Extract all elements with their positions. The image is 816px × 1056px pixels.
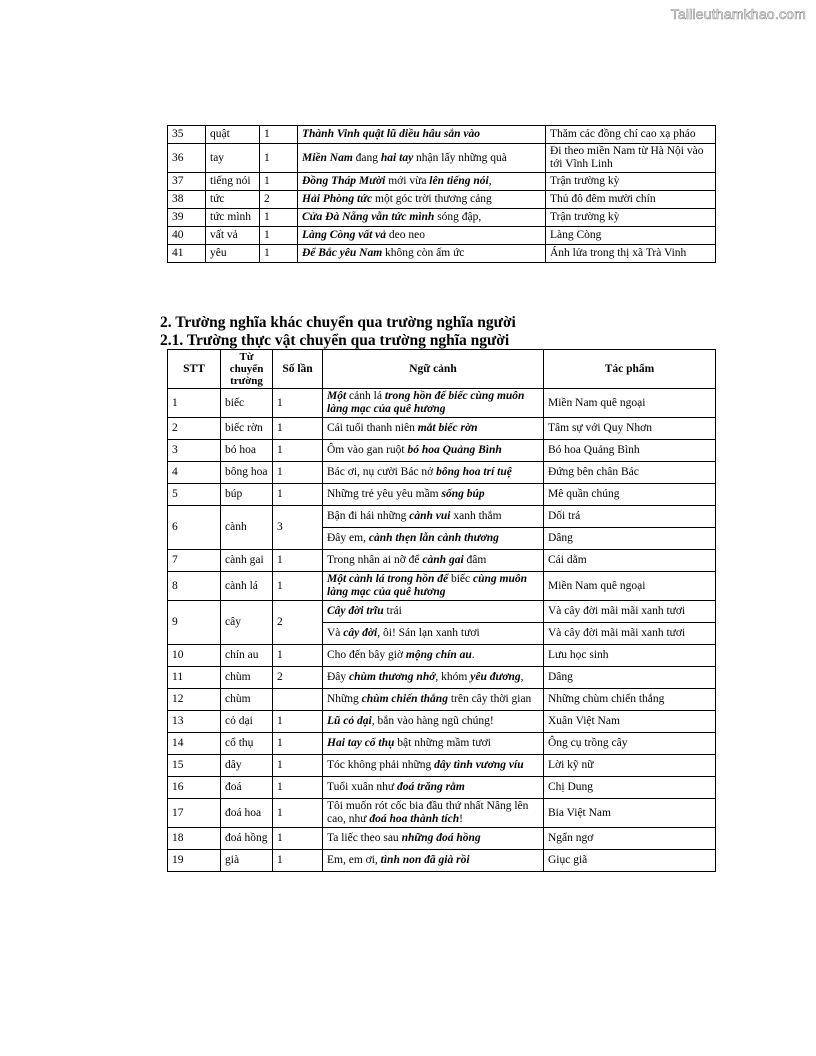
table-row bbox=[168, 462, 716, 484]
stt-cell: 37 bbox=[168, 173, 206, 191]
count-cell: 1 bbox=[273, 850, 323, 872]
stt-cell: 11 bbox=[168, 667, 221, 689]
emphasis-phrase: sống búp bbox=[441, 488, 485, 500]
stt-cell: 18 bbox=[168, 828, 221, 850]
context-cell: Những chùm chiến thắng trên cây thời gian bbox=[323, 689, 544, 711]
stt-cell: 16 bbox=[168, 777, 221, 799]
word-cell: vất vả bbox=[206, 227, 260, 245]
table-row bbox=[168, 126, 716, 144]
word-cell: tay bbox=[206, 144, 260, 173]
stt-cell: 6 bbox=[168, 506, 221, 550]
emphasis-phrase: yêu đương bbox=[470, 671, 521, 683]
context-cell: Tôi muốn rót cốc bia đầu thứ nhất Nâng lên cao, như đoá hoa thành tích! bbox=[323, 799, 544, 828]
context-cell bbox=[298, 126, 546, 144]
work-cell: Đứng bên chân Bác bbox=[544, 462, 716, 484]
work-cell: Ngẩn ngơ bbox=[544, 828, 716, 850]
count-cell: 1 bbox=[273, 462, 323, 484]
emphasis-phrase: Hải Phòng tức bbox=[302, 193, 373, 205]
stt-cell: 19 bbox=[168, 850, 221, 872]
table-row bbox=[168, 689, 716, 711]
table-row bbox=[168, 572, 716, 601]
count-cell: 1 bbox=[273, 799, 323, 828]
emphasis-phrase: chùm chiến thắng bbox=[361, 693, 448, 705]
work-cell: Trận trường kỳ bbox=[546, 209, 716, 227]
stt-cell: 35 bbox=[168, 126, 206, 144]
word-cell: già bbox=[221, 850, 273, 872]
work-cell: Làng Còng bbox=[546, 227, 716, 245]
context-cell: Đồng Tháp Mười mới vừa lên tiếng nói, bbox=[298, 173, 546, 191]
context-cell: Tuổi xuân như đoá trăng rằm bbox=[323, 777, 544, 799]
context-cell: Bận đi hái những cành vui xanh thắm bbox=[323, 506, 544, 528]
table-row bbox=[168, 550, 716, 572]
word-cell: tức bbox=[206, 191, 260, 209]
word-cell: cỏ dại bbox=[221, 711, 273, 733]
word-cell: cổ thụ bbox=[221, 733, 273, 755]
emphasis-phrase: mộng chín au bbox=[405, 649, 472, 661]
work-cell: Thủ đô đêm mười chín bbox=[546, 191, 716, 209]
count-cell: 1 bbox=[273, 828, 323, 850]
context-cell: Để Bắc yêu Nam không còn ấm ức bbox=[298, 245, 546, 263]
count-cell: 1 bbox=[273, 711, 323, 733]
word-cell: chùm bbox=[221, 667, 273, 689]
context-cell: Lũ cỏ dại, bắn vào hàng ngũ chúng! bbox=[323, 711, 544, 733]
work-cell: Dối trá bbox=[544, 506, 716, 528]
stt-cell: 9 bbox=[168, 601, 221, 645]
context-cell: Tóc không phải những dây tình vương víu bbox=[323, 755, 544, 777]
context-cell: Những trẻ yêu yêu mầm sống búp bbox=[323, 484, 544, 506]
context-cell: Cây đời trĩu trái bbox=[323, 601, 544, 623]
work-cell: Tâm sự với Quy Nhơn bbox=[544, 418, 716, 440]
table-row bbox=[168, 755, 716, 777]
stt-cell: 14 bbox=[168, 733, 221, 755]
context-cell: Em, em ơi, tình non đã già rồi bbox=[323, 850, 544, 872]
table-row bbox=[168, 418, 716, 440]
work-cell: Những chùm chiến thắng bbox=[544, 689, 716, 711]
context-cell: Hai tay cổ thụ bật những mầm tươi bbox=[323, 733, 544, 755]
table-row bbox=[168, 484, 716, 506]
word-cell: cây bbox=[221, 601, 273, 645]
word-cell: dây bbox=[221, 755, 273, 777]
word-cell: cành gai bbox=[221, 550, 273, 572]
emphasis-phrase: những đoá hồng bbox=[401, 832, 481, 844]
work-cell: Bia Việt Nam bbox=[544, 799, 716, 828]
stt-cell: 8 bbox=[168, 572, 221, 601]
count-cell: 2 bbox=[260, 191, 298, 209]
word-cell: đoá hồng bbox=[221, 828, 273, 850]
work-cell: Dâng bbox=[544, 528, 716, 550]
emphasis-phrase: đoá hoa thành tích bbox=[369, 813, 460, 825]
word-cell: tức mình bbox=[206, 209, 260, 227]
context-cell: Miền Nam đang hai tay nhận lấy những quà bbox=[298, 144, 546, 173]
emphasis-phrase: cây đời bbox=[343, 627, 378, 639]
context-cell: Bác ơi, nụ cười Bác nở bông hoa trí tuệ bbox=[323, 462, 544, 484]
stt-cell: 4 bbox=[168, 462, 221, 484]
work-cell: Mê quần chúng bbox=[544, 484, 716, 506]
count-cell: 2 bbox=[273, 601, 323, 645]
count-cell: 2 bbox=[273, 667, 323, 689]
word-cell: biếc rờn bbox=[221, 418, 273, 440]
table-row bbox=[168, 191, 716, 209]
word-cell: cành bbox=[221, 506, 273, 550]
table-row bbox=[168, 777, 716, 799]
stt-cell: 38 bbox=[168, 191, 206, 209]
count-cell: 1 bbox=[260, 227, 298, 245]
work-cell: Cái dằm bbox=[544, 550, 716, 572]
stt-cell: 7 bbox=[168, 550, 221, 572]
emphasis-phrase: cành vui bbox=[409, 510, 451, 522]
stt-cell: 10 bbox=[168, 645, 221, 667]
table-row bbox=[168, 733, 716, 755]
context-cell: Hải Phòng tức một góc trời thương cảng bbox=[298, 191, 546, 209]
header-work: Tác phẩm bbox=[544, 350, 716, 389]
emphasis-phrase: cành gai bbox=[422, 554, 464, 566]
context-cell: Ôm vào gan ruột bó hoa Quảng Bình bbox=[323, 440, 544, 462]
emphasis-phrase: Để Bắc yêu Nam bbox=[302, 247, 383, 259]
stt-cell: 3 bbox=[168, 440, 221, 462]
stt-cell: 1 bbox=[168, 389, 221, 418]
work-cell: Trận trường kỳ bbox=[546, 173, 716, 191]
table-row bbox=[168, 828, 716, 850]
table-row bbox=[168, 440, 716, 462]
emphasis-phrase: Một bbox=[327, 390, 347, 402]
table-row bbox=[168, 799, 716, 828]
emphasis-phrase: lên tiếng nói bbox=[429, 175, 489, 187]
context-cell: Và cây đời, ôi! Sán lạn xanh tươi bbox=[323, 623, 544, 645]
count-cell: 1 bbox=[273, 777, 323, 799]
word-cell: tiếng nói bbox=[206, 173, 260, 191]
stt-cell: 5 bbox=[168, 484, 221, 506]
table-row bbox=[168, 645, 716, 667]
header-count: Số lần bbox=[273, 350, 323, 389]
work-cell: Thăm các đồng chí cao xạ pháo bbox=[546, 126, 716, 144]
context-cell: Ta liếc theo sau những đoá hồng bbox=[323, 828, 544, 850]
emphasis-phrase: đoá trăng rằm bbox=[397, 781, 465, 793]
context-cell: Cho đến bây giờ mộng chín au. bbox=[323, 645, 544, 667]
emphasis-phrase: Cửa Đà Nẵng vẫn tức mình bbox=[302, 211, 435, 223]
work-cell: Lời kỹ nữ bbox=[544, 755, 716, 777]
emphasis-phrase: Lũ cỏ dại bbox=[327, 715, 372, 727]
plant-field-table bbox=[167, 349, 716, 872]
table-row bbox=[168, 209, 716, 227]
stt-cell: 36 bbox=[168, 144, 206, 173]
emphasis-phrase: Một cành lá trong hồn để bbox=[327, 573, 449, 585]
work-cell: Ánh lửa trong thị xã Trà Vinh bbox=[546, 245, 716, 263]
table-row bbox=[168, 506, 716, 528]
count-cell: 1 bbox=[273, 389, 323, 418]
stt-cell: 13 bbox=[168, 711, 221, 733]
count-cell: 1 bbox=[273, 755, 323, 777]
stt-cell: 40 bbox=[168, 227, 206, 245]
count-cell bbox=[273, 689, 323, 711]
emphasis-phrase: Miền Nam bbox=[302, 151, 353, 164]
context-cell: Cái tuổi thanh niên mắt biếc rờn bbox=[323, 418, 544, 440]
context-cell: Trong nhân ai nỡ để cành gai đâm bbox=[323, 550, 544, 572]
count-cell: 1 bbox=[260, 173, 298, 191]
emphasis-phrase: bông hoa trí tuệ bbox=[436, 466, 512, 478]
work-cell: Miền Nam quê ngoại bbox=[544, 389, 716, 418]
count-cell: 1 bbox=[273, 484, 323, 506]
header-word: Từ chuyển trường bbox=[221, 350, 273, 389]
emphasis-phrase: cành thẹn lẫn cành thương bbox=[368, 532, 499, 544]
word-cell: đoá hoa bbox=[221, 799, 273, 828]
work-cell: Bó hoa Quảng Bình bbox=[544, 440, 716, 462]
word-cell: chùm bbox=[221, 689, 273, 711]
context-cell: Một cành lá trong hồn để biếc cùng muôn làng mạc của quê hương bbox=[323, 572, 544, 601]
work-cell: Miền Nam quê ngoại bbox=[544, 572, 716, 601]
context-cell: Đây chùm thương nhớ, khóm yêu đương, bbox=[323, 667, 544, 689]
count-cell: 1 bbox=[273, 572, 323, 601]
count-cell: 1 bbox=[260, 245, 298, 263]
emphasis-phrase: Làng Còng vất vả bbox=[302, 229, 387, 241]
word-cell: búp bbox=[221, 484, 273, 506]
context-cell: Một cảnh lá trong hồn để biếc cùng muôn làng mạc của quê hương bbox=[323, 389, 544, 418]
table-row bbox=[168, 711, 716, 733]
watermark: Tailieuthamkhao.com bbox=[670, 6, 806, 22]
count-cell: 1 bbox=[273, 733, 323, 755]
section-heading: 2. Trường nghĩa khác chuyển qua trường nghĩa người bbox=[160, 314, 516, 331]
count-cell: 3 bbox=[273, 506, 323, 550]
word-cell: chín au bbox=[221, 645, 273, 667]
stt-cell: 15 bbox=[168, 755, 221, 777]
work-cell: Và cây đời mãi mãi xanh tươi bbox=[544, 623, 716, 645]
count-cell: 1 bbox=[273, 418, 323, 440]
emphasis-phrase: dây tình vương víu bbox=[434, 759, 524, 771]
work-cell: Chị Dung bbox=[544, 777, 716, 799]
work-cell: Đi theo miền Nam từ Hà Nội vào tới Vĩnh Linh bbox=[546, 144, 716, 173]
count-cell: 1 bbox=[260, 209, 298, 227]
work-cell: Giục giã bbox=[544, 850, 716, 872]
count-cell: 1 bbox=[273, 645, 323, 667]
word-cell: đoá bbox=[221, 777, 273, 799]
table-row bbox=[168, 389, 716, 418]
table-row bbox=[168, 601, 716, 623]
table-row bbox=[168, 227, 716, 245]
word-cell: quật bbox=[206, 126, 260, 144]
emphasis-phrase: Thành Vinh quật lũ diều hâu sắn vào bbox=[302, 128, 481, 140]
stt-cell: 17 bbox=[168, 799, 221, 828]
count-cell: 1 bbox=[260, 144, 298, 173]
emphasis-phrase: bó hoa Quảng Bình bbox=[407, 444, 502, 456]
work-cell: Ông cụ trồng cây bbox=[544, 733, 716, 755]
table-row bbox=[168, 245, 716, 263]
work-cell: Xuân Việt Nam bbox=[544, 711, 716, 733]
emphasis-phrase: mắt biếc rờn bbox=[417, 422, 478, 434]
context-cell: Làng Còng vất vả deo neo bbox=[298, 227, 546, 245]
work-cell: Và cây đời mãi mãi xanh tươi bbox=[544, 601, 716, 623]
word-cell: bó hoa bbox=[221, 440, 273, 462]
word-cell: cành lá bbox=[221, 572, 273, 601]
context-cell: Cửa Đà Nẵng vẫn tức mình sóng đập, bbox=[298, 209, 546, 227]
work-cell: Lưu học sinh bbox=[544, 645, 716, 667]
table-row bbox=[168, 667, 716, 689]
table-header-row bbox=[168, 350, 716, 389]
stt-cell: 12 bbox=[168, 689, 221, 711]
emphasis-phrase: trong hồn để biếc cùng muôn làng mạc của quê hương bbox=[327, 390, 525, 415]
table-row bbox=[168, 850, 716, 872]
count-cell: 1 bbox=[273, 550, 323, 572]
emphasis-phrase: cùng muôn làng mạc của quê hương bbox=[327, 573, 528, 598]
word-cell: bông hoa bbox=[221, 462, 273, 484]
subsection-heading: 2.1. Trường thực vật chuyển qua trường nghĩa người bbox=[160, 332, 510, 349]
word-cell: yêu bbox=[206, 245, 260, 263]
count-cell: 1 bbox=[260, 126, 298, 144]
header-stt: STT bbox=[168, 350, 221, 389]
emphasis-phrase: Hai tay cổ thụ bbox=[327, 737, 395, 749]
table-row bbox=[168, 173, 716, 191]
table-row bbox=[168, 144, 716, 173]
header-context: Ngữ cảnh bbox=[323, 350, 544, 389]
stt-cell: 2 bbox=[168, 418, 221, 440]
emphasis-phrase: chùm thương nhớ bbox=[349, 671, 436, 683]
continuation-table bbox=[167, 125, 716, 263]
stt-cell: 39 bbox=[168, 209, 206, 227]
emphasis-phrase: hai tay bbox=[380, 151, 414, 164]
emphasis-phrase: Đồng Tháp Mười bbox=[302, 175, 386, 187]
context-cell: Đây em, cành thẹn lẫn cành thương bbox=[323, 528, 544, 550]
word-cell: biếc bbox=[221, 389, 273, 418]
stt-cell: 41 bbox=[168, 245, 206, 263]
work-cell: Dâng bbox=[544, 667, 716, 689]
emphasis-phrase: Cây đời trĩu bbox=[327, 605, 384, 617]
emphasis-phrase: tình non đã già rồi bbox=[380, 854, 470, 866]
count-cell: 1 bbox=[273, 440, 323, 462]
